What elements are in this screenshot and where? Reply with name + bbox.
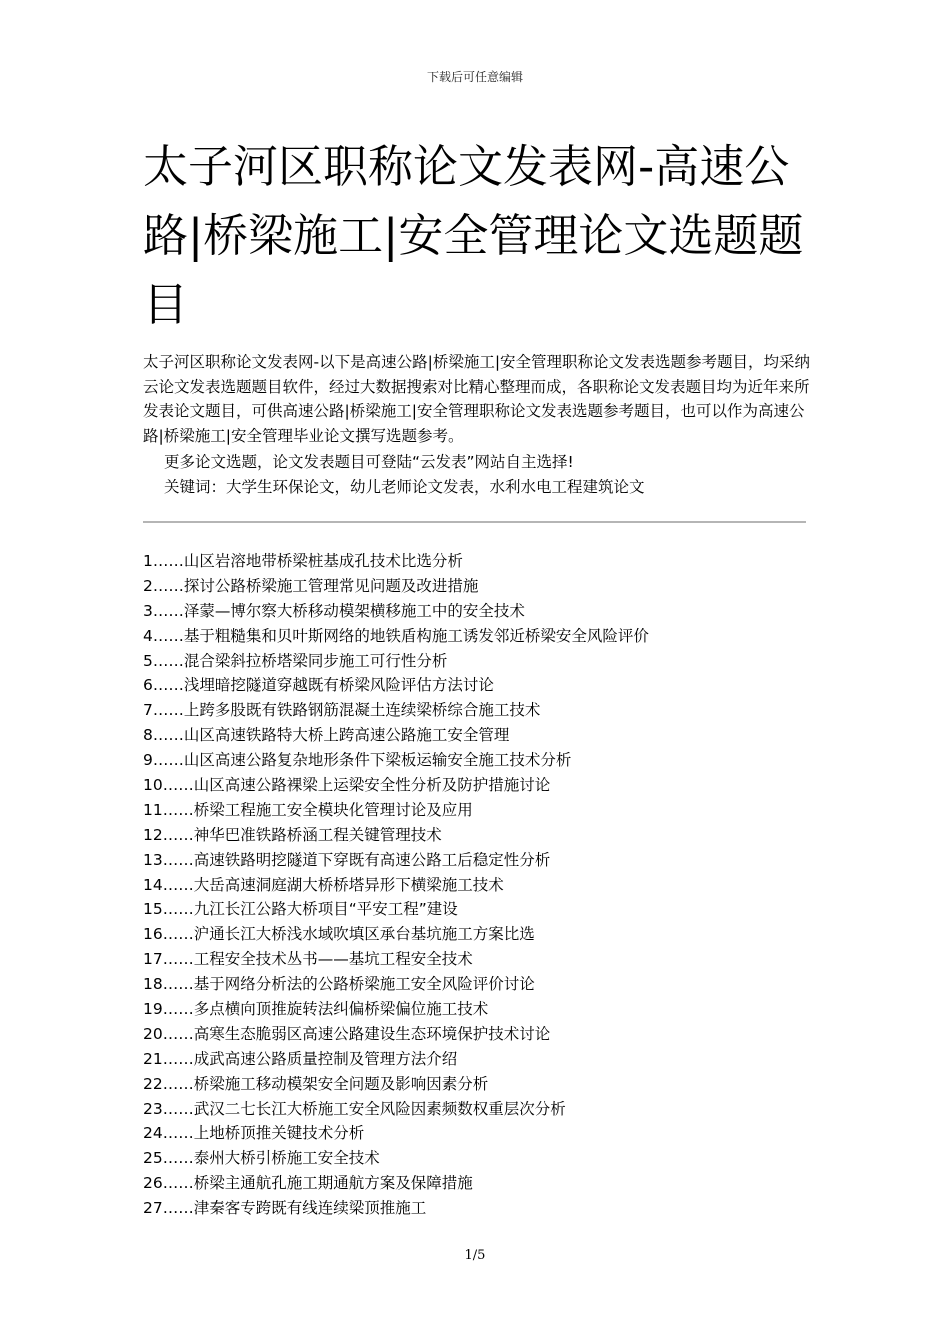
topic-item: 12……神华巴准铁路桥涵工程关键管理技术 — [143, 825, 442, 844]
topic-item: 11……桥梁工程施工安全模块化管理讨论及应用 — [143, 800, 473, 819]
topic-item: 9……山区高速公路复杂地形条件下梁板运输安全施工技术分析 — [143, 751, 572, 770]
topic-item: 16……沪通长江大桥浅水域吹填区承台基坑施工方案比选 — [143, 925, 535, 944]
topic-item: 18……基于网络分析法的公路桥梁施工安全风险评价讨论 — [143, 975, 535, 994]
topic-list — [143, 549, 811, 1221]
topic-item: 17……工程安全技术丛书——基坑工程安全技术 — [143, 950, 473, 969]
topic-item: 13……高速铁路明挖隧道下穿既有高速公路工后稳定性分析 — [143, 850, 551, 869]
topic-item: 19……多点横向顶推旋转法纠偏桥梁偏位施工技术 — [143, 1000, 489, 1019]
topic-item: 6……浅埋暗挖隧道穿越既有桥梁风险评估方法讨论 — [143, 676, 494, 695]
topic-item: 5……混合梁斜拉桥塔梁同步施工可行性分析 — [143, 651, 448, 670]
topic-item: 7……上跨多股既有铁路钢筋混凝土连续梁桥综合施工技术 — [143, 701, 541, 720]
topic-item: 3……泽蒙—博尔察大桥移动模架横移施工中的安全技术 — [143, 601, 525, 620]
keywords-line: 关键词：大学生环保论文，幼儿老师论文发表，水利水电工程建筑论文 — [164, 478, 645, 496]
intro-paragraph: 太子河区职称论文发表网-以下是高速公路|桥梁施工|安全管理职称论文发表选题参考题目，均采纳云论文发表选题题目软件，经过大数据搜索对比精心整理而成，各职称论文发表题目均为近年来所发表论文题目，可供高速公路|桥梁施工|安全管理职称论文发表选题参考题目，也可以作为高速公路|桥梁施工|安全管理毕业论文撰写选题参考。 — [143, 353, 811, 445]
topic-item: 26……桥梁主通航孔施工期通航方案及保障措施 — [143, 1174, 473, 1193]
topic-item: 20……高寒生态脆弱区高速公路建设生态环境保护技术讨论 — [143, 1024, 551, 1043]
topic-item: 10……山区高速公路裸梁上运梁安全性分析及防护措施讨论 — [143, 776, 551, 795]
topic-item: 15……九江长江公路大桥项目“平安工程”建设 — [143, 900, 458, 919]
more-topics-note: 更多论文选题，论文发表题目可登陆“云发表”网站自主选择! — [164, 453, 574, 471]
topic-item: 2……探讨公路桥梁施工管理常见问题及改进措施 — [143, 576, 479, 595]
document-title: 太子河区职称论文发表网-高速公路|桥梁施工|安全管理论文选题题目 — [143, 140, 804, 331]
topic-item: 24……上地桥顶推关键技术分析 — [143, 1124, 365, 1143]
topic-item: 22……桥梁施工移动模架安全问题及影响因素分析 — [143, 1074, 489, 1093]
header-note: 下载后可任意编辑 — [426, 70, 523, 84]
topic-item: 23……武汉二七长江大桥施工安全风险因素频数权重层次分析 — [143, 1099, 566, 1118]
topic-item: 8……山区高速铁路特大桥上跨高速公路施工安全管理 — [143, 726, 510, 745]
topic-item: 27……津秦客专跨既有线连续梁顶推施工 — [143, 1199, 427, 1218]
topic-item: 4……基于粗糙集和贝叶斯网络的地铁盾构施工诱发邻近桥梁安全风险评价 — [143, 626, 649, 645]
section-divider — [143, 521, 806, 523]
topic-item: 1……山区岩溶地带桥梁桩基成孔技术比选分析 — [143, 552, 463, 570]
topic-item: 25……泰州大桥引桥施工安全技术 — [143, 1149, 380, 1168]
topic-item: 14……大岳高速洞庭湖大桥桥塔异形下横梁施工技术 — [143, 875, 504, 894]
topic-item: 21……成武高速公路质量控制及管理方法介绍 — [143, 1049, 458, 1068]
page-number: 1/5 — [464, 1248, 486, 1263]
